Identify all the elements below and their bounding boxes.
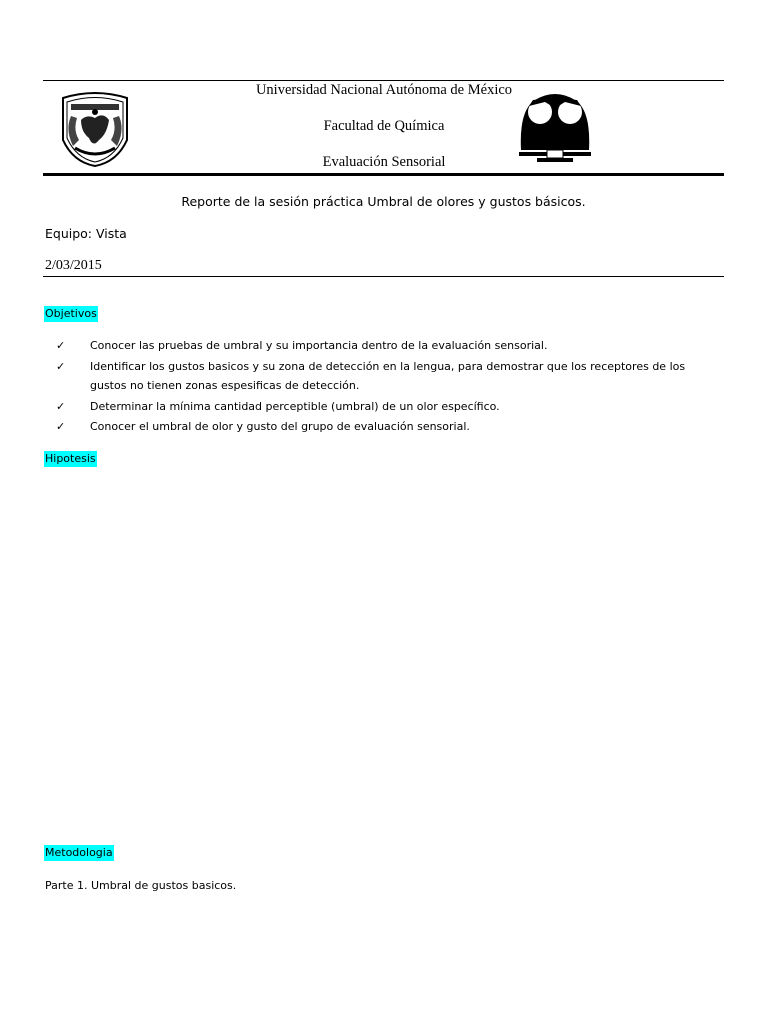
objetivos-list bbox=[56, 336, 716, 438]
metodologia-part1: Parte 1. Umbral de gustos basicos. bbox=[45, 879, 237, 892]
objetivos-heading-text: Objetivos bbox=[45, 307, 97, 320]
date-rule bbox=[43, 276, 724, 277]
list-item bbox=[56, 336, 716, 356]
list-item bbox=[56, 397, 716, 417]
metodologia-heading-text: Metodologia bbox=[45, 846, 113, 859]
objetivos-heading bbox=[44, 307, 98, 320]
check-icon: ✓ bbox=[56, 339, 66, 352]
course-name: Evaluación Sensorial bbox=[322, 154, 446, 170]
list-item bbox=[56, 417, 716, 437]
report-title: Reporte de la sesión práctica Umbral de olores y gustos básicos. bbox=[181, 194, 586, 209]
report-date: 2/03/2015 bbox=[45, 258, 102, 273]
check-icon: ✓ bbox=[56, 359, 66, 373]
objetivo-text: Conocer el umbral de olor y gusto del grupo de evaluación sensorial. bbox=[90, 420, 470, 433]
metodologia-heading bbox=[44, 846, 114, 859]
fq-owl-logo bbox=[517, 92, 593, 164]
header-top-rule bbox=[43, 80, 724, 81]
team-name: Equipo: Vista bbox=[45, 226, 127, 241]
list-item bbox=[56, 357, 716, 396]
faculty-name: Facultad de Química bbox=[323, 118, 445, 134]
header-bottom-rule bbox=[43, 173, 724, 176]
objetivo-text: Determinar la mínima cantidad perceptible (umbral) de un olor específico. bbox=[90, 399, 500, 413]
university-name: Universidad Nacional Autónoma de México bbox=[255, 82, 513, 98]
check-icon: ✓ bbox=[56, 399, 66, 413]
objetivo-text: Conocer las pruebas de umbral y su importancia dentro de la evaluación sensorial. bbox=[90, 339, 548, 352]
objetivo-text: Identificar los gustos basicos y su zona de detección en la lengua, para demostrar que los receptores de los gustos no tienen zonas espesificas de detección. bbox=[90, 359, 686, 392]
unam-seal-logo bbox=[57, 90, 133, 168]
hipotesis-heading-text: Hipotesis bbox=[45, 452, 96, 465]
check-icon: ✓ bbox=[56, 420, 66, 433]
hipotesis-heading bbox=[44, 452, 97, 465]
